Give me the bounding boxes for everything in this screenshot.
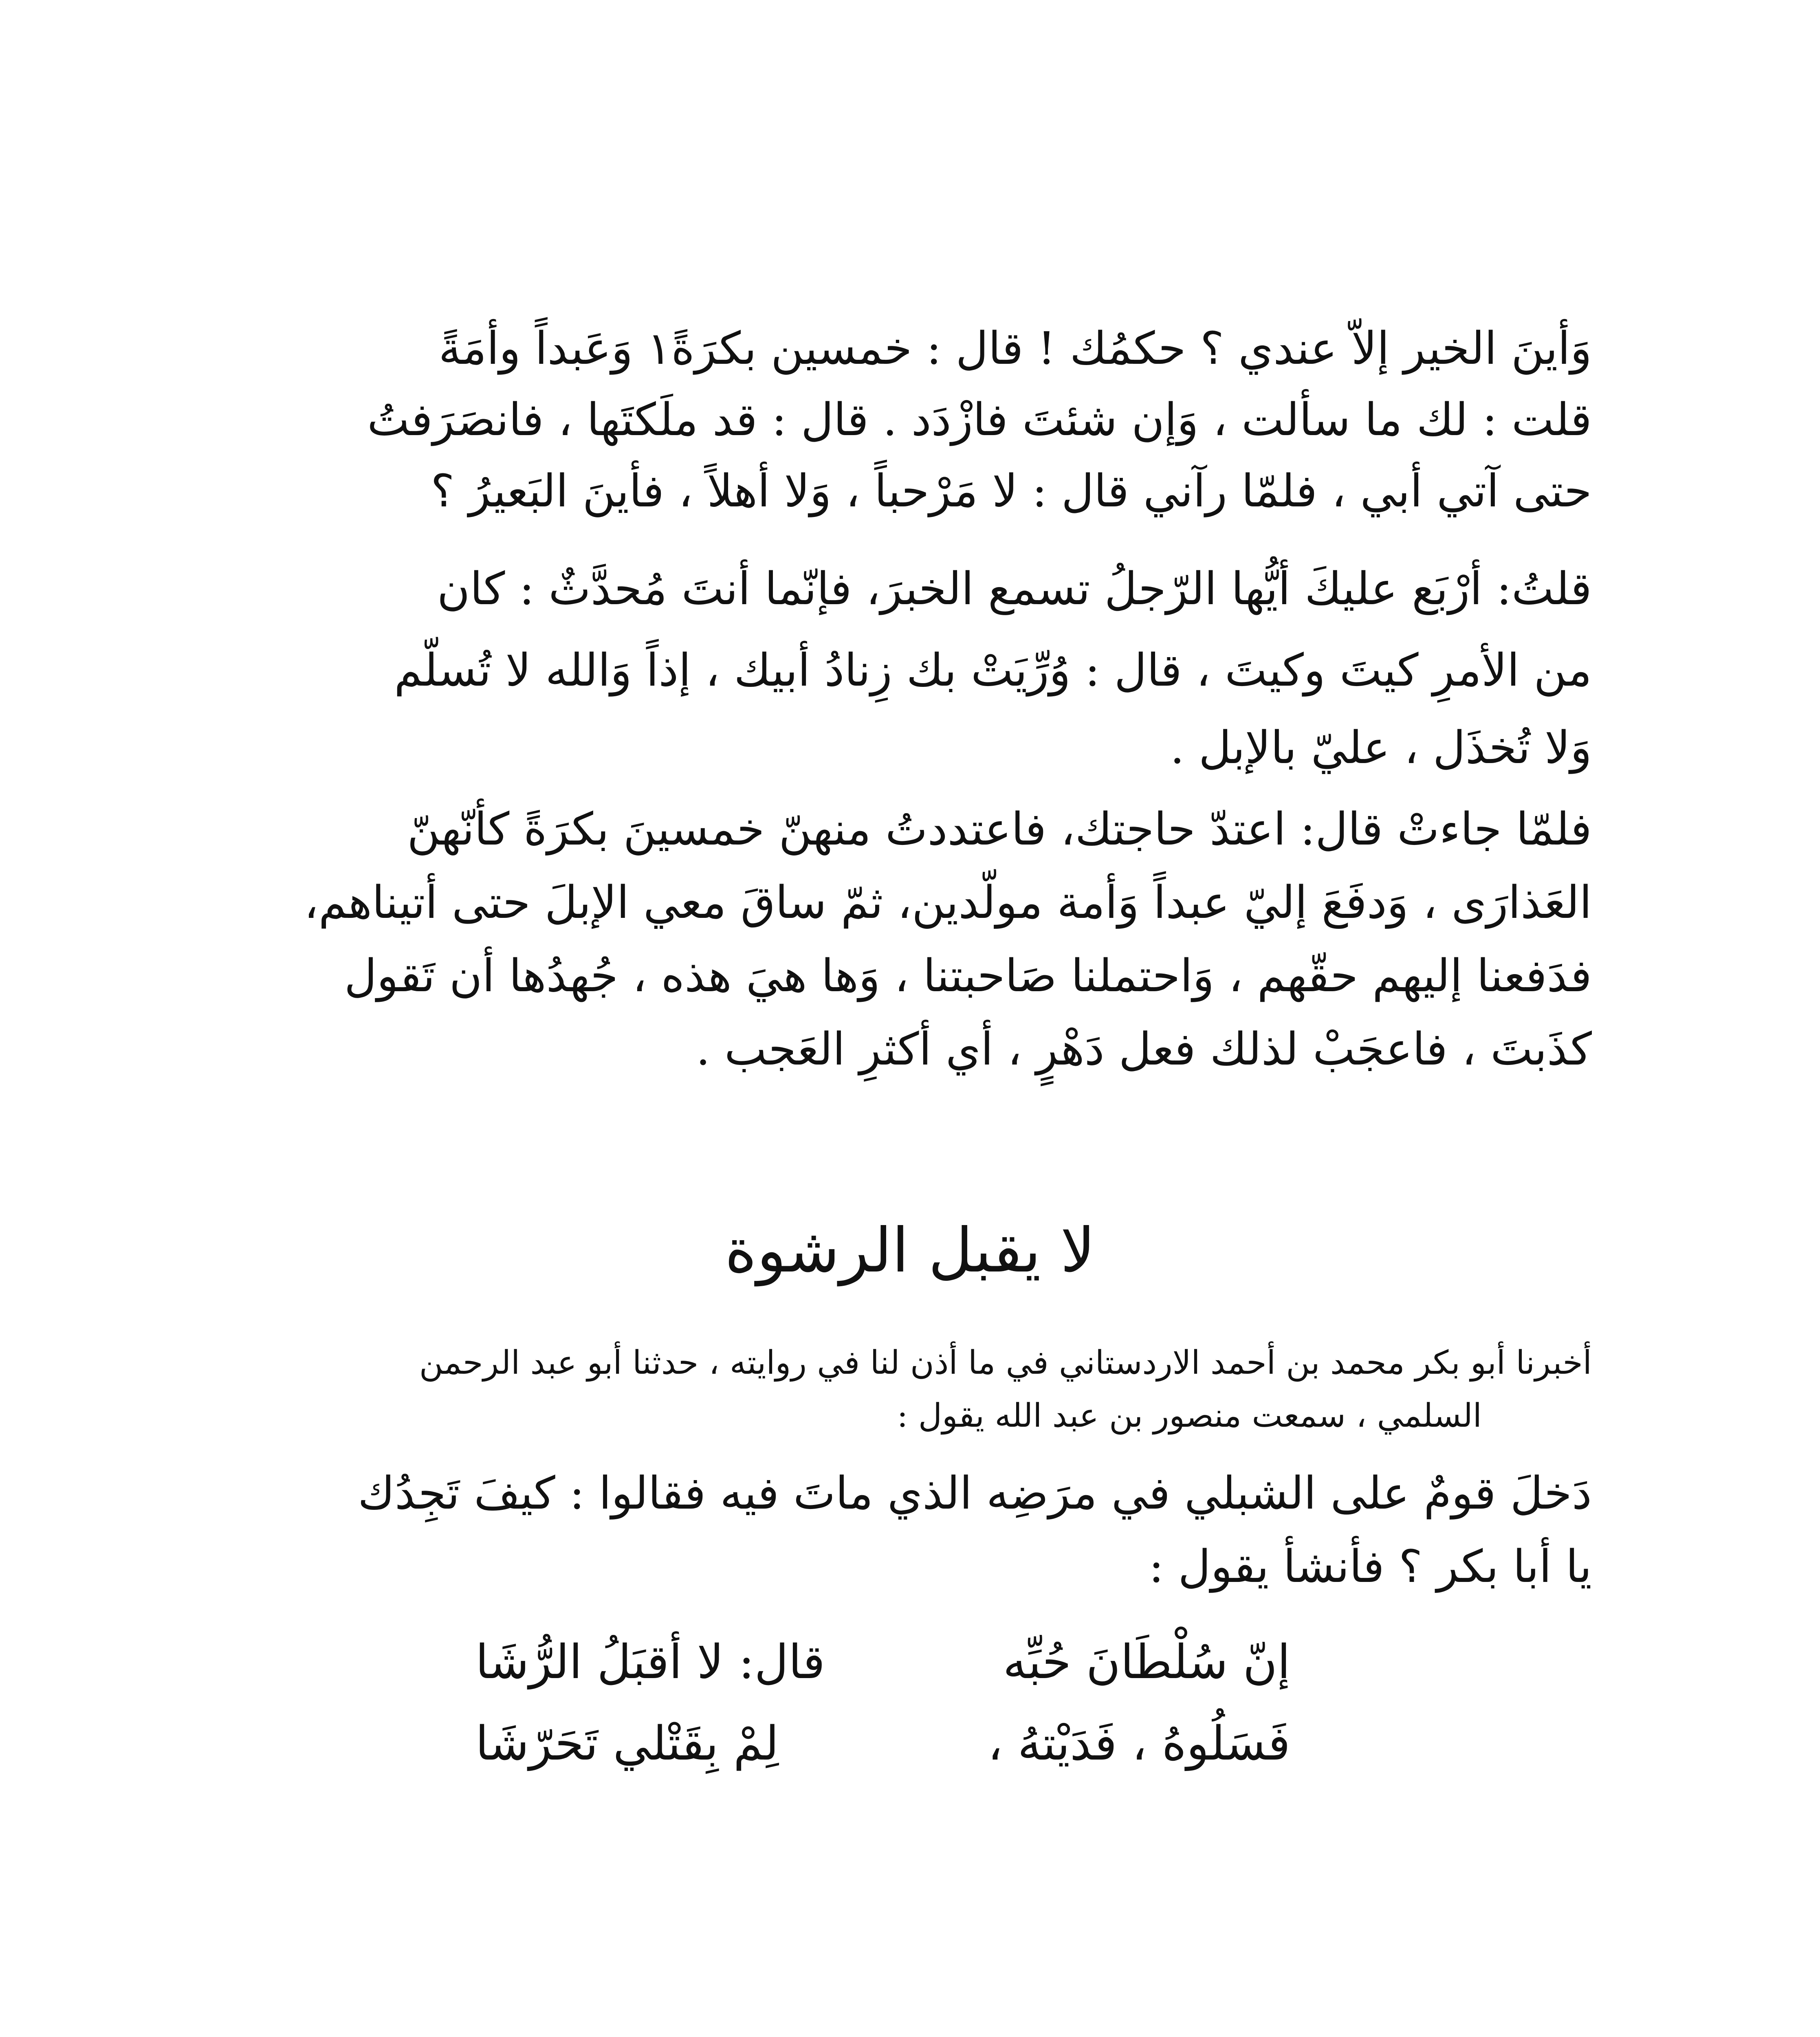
text-line: العَذارَى ، وَدفَعَ إليّ عبداً وَأمة مولّدين، ثمّ ساقَ معي الإبلَ حتى أتيناهم،	[304, 876, 1592, 928]
text-line: قلتُ: أرْبَع عليكَ أيُّها الرّجلُ تسمع الخبرَ، فإنّما أنتَ مُحدَّثٌ : كان	[437, 563, 1592, 615]
text-line: دَخلَ قومٌ على الشبلي في مرَضِه الذي ماتَ فيه فقالوا : كيفَ تَجِدُك	[358, 1467, 1592, 1519]
top-paragraph	[223, 318, 1592, 1124]
isnad-line: أخبرنا أبو بكر محمد بن أحمد الاردستاني في ما أذن لنا في روايته ، حدثنا أبو عبد الرحمن	[419, 1344, 1592, 1381]
text-line: يا أبا بكر ؟ فأنشأ يقول :	[1149, 1540, 1592, 1593]
text-line: وَلا تُخذَل ، عليّ بالإبل .	[1170, 722, 1592, 774]
isnad-line: السلمي ، سمعت منصور بن عبد الله يقول :	[897, 1397, 1482, 1434]
verse-line	[475, 1630, 1290, 1703]
text-line: فلمّا جاءتْ قال: اعتدّ حاجتك، فاعتددتُ منهنّ خمسينَ بكرَةً كأنّهنّ	[407, 803, 1592, 855]
poem-verses	[475, 1630, 1290, 1801]
section-heading: لا يقبل الرشوة	[724, 1215, 1096, 1286]
verse-second-hemistich: لِمْ بِقَتْلي تَحَرّشَا	[475, 1716, 779, 1771]
verse-first-hemistich: فَسَلُوهُ ، فَدَيْتهُ ،	[988, 1716, 1290, 1771]
text-line: كذَبتَ ، فاعجَبْ لذلك فعل دَهْرٍ ، أي أكثرِ العَجب .	[696, 1023, 1592, 1075]
text-line: من الأمرِ كيتَ وكيتَ ، قال : وُرِّيَتْ بك زِنادُ أبيك ، إذاً وَالله لا تُسلّم	[394, 644, 1592, 696]
text-line: حتى آتي أبي ، فلمّا رآني قال : لا مَرْحباً ، وَلا أهلاً ، فأينَ البَعيرُ ؟	[431, 465, 1592, 517]
narrative-paragraph	[223, 1463, 1592, 1601]
verse-line	[475, 1711, 1290, 1784]
verse-second-hemistich: قال: لا أقبَلُ الرُّشَا	[475, 1635, 825, 1689]
text-line: وَأينَ الخير إلاّ عندي ؟ حكمُك ! قال : خمسين بكرَةً١ وَعَبداً وأمَةً	[438, 322, 1592, 374]
text-line: قلت : لك ما سألت ، وَإن شئتَ فازْدَد . قال : قد ملَكتَها ، فانصَرَفتُ	[367, 394, 1592, 446]
isnad-chain	[223, 1340, 1592, 1446]
verse-first-hemistich: إنّ سُلْطَانَ حُبِّه	[1003, 1635, 1290, 1689]
text-line: فدَفعنا إليهم حقّهم ، وَاحتملنا صَاحبتنا ، وَها هيَ هذه ، جُهدُها أن تَقول	[344, 950, 1592, 1002]
